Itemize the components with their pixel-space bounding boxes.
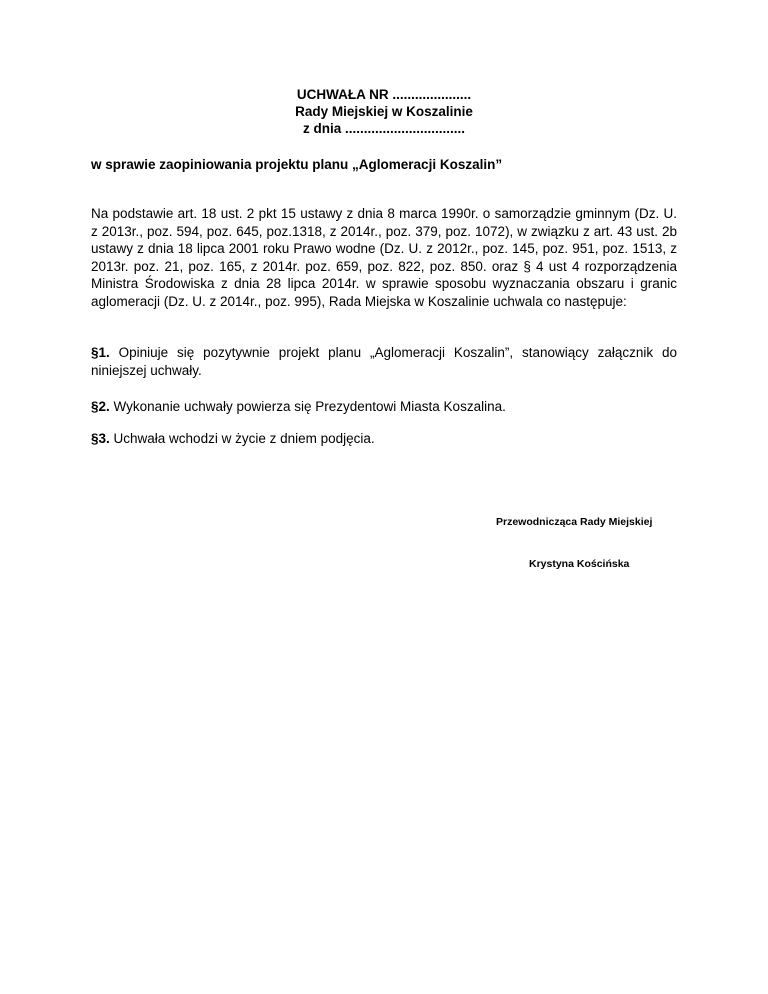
resolution-header: [0, 86, 768, 137]
legal-basis-paragraph: Na podstawie art. 18 ust. 2 pkt 15 ustawy z dnia 8 marca 1990r. o samorządzie gminnym (Dz. U. z 2013r., poz. 594, poz. 645, poz.1318, z 2014r., poz. 379, poz. 1072), w związku z art. 43 ust. 2b ustawy z dnia 18 lipca 2001 roku Prawo wodne (Dz. U. z 2012r., poz. 145, poz. 951, poz. 1513, z 2013r. poz. 21, poz. 165, z 2014r. poz. 659, poz. 822, poz. 850. oraz § 4 ust 4 rozporządzenia Ministra Środowiska z dnia 28 lipca 2014r. w sprawie sposobu wyznaczania obszaru i granic aglomeracji (Dz. U. z 2014r., poz. 995), Rada Miejska w Koszalinie uchwala co następuje:: [91, 206, 677, 309]
section-text: Uchwała wchodzi w życie z dniem podjęcia.: [109, 431, 375, 446]
section-1: [91, 344, 677, 379]
section-number: §3.: [91, 431, 110, 446]
council-name: Rady Miejskiej w Koszalinie: [295, 104, 473, 119]
section-2: [91, 398, 677, 416]
section-3: [91, 430, 677, 448]
resolution-date: z dnia ................................: [302, 121, 466, 136]
section-text: Opiniuje się pozytywnie projekt planu „Aglomeracji Koszalin”, stanowiący załącznik do niniejszej uchwały.: [91, 345, 677, 378]
resolution-number: UCHWAŁA NR .....................: [296, 87, 472, 102]
section-number: §2.: [91, 399, 110, 414]
section-number: §1.: [91, 345, 110, 360]
signatory-role: Przewodnicząca Rady Miejskiej: [496, 516, 653, 528]
section-text: Wykonanie uchwały powierza się Prezydentowi Miasta Koszalina.: [109, 399, 506, 414]
signatory-name: Krystyna Kościńska: [529, 558, 630, 570]
resolution-subject: w sprawie zaopiniowania projektu planu „Aglomeracji Koszalin”: [91, 157, 503, 172]
